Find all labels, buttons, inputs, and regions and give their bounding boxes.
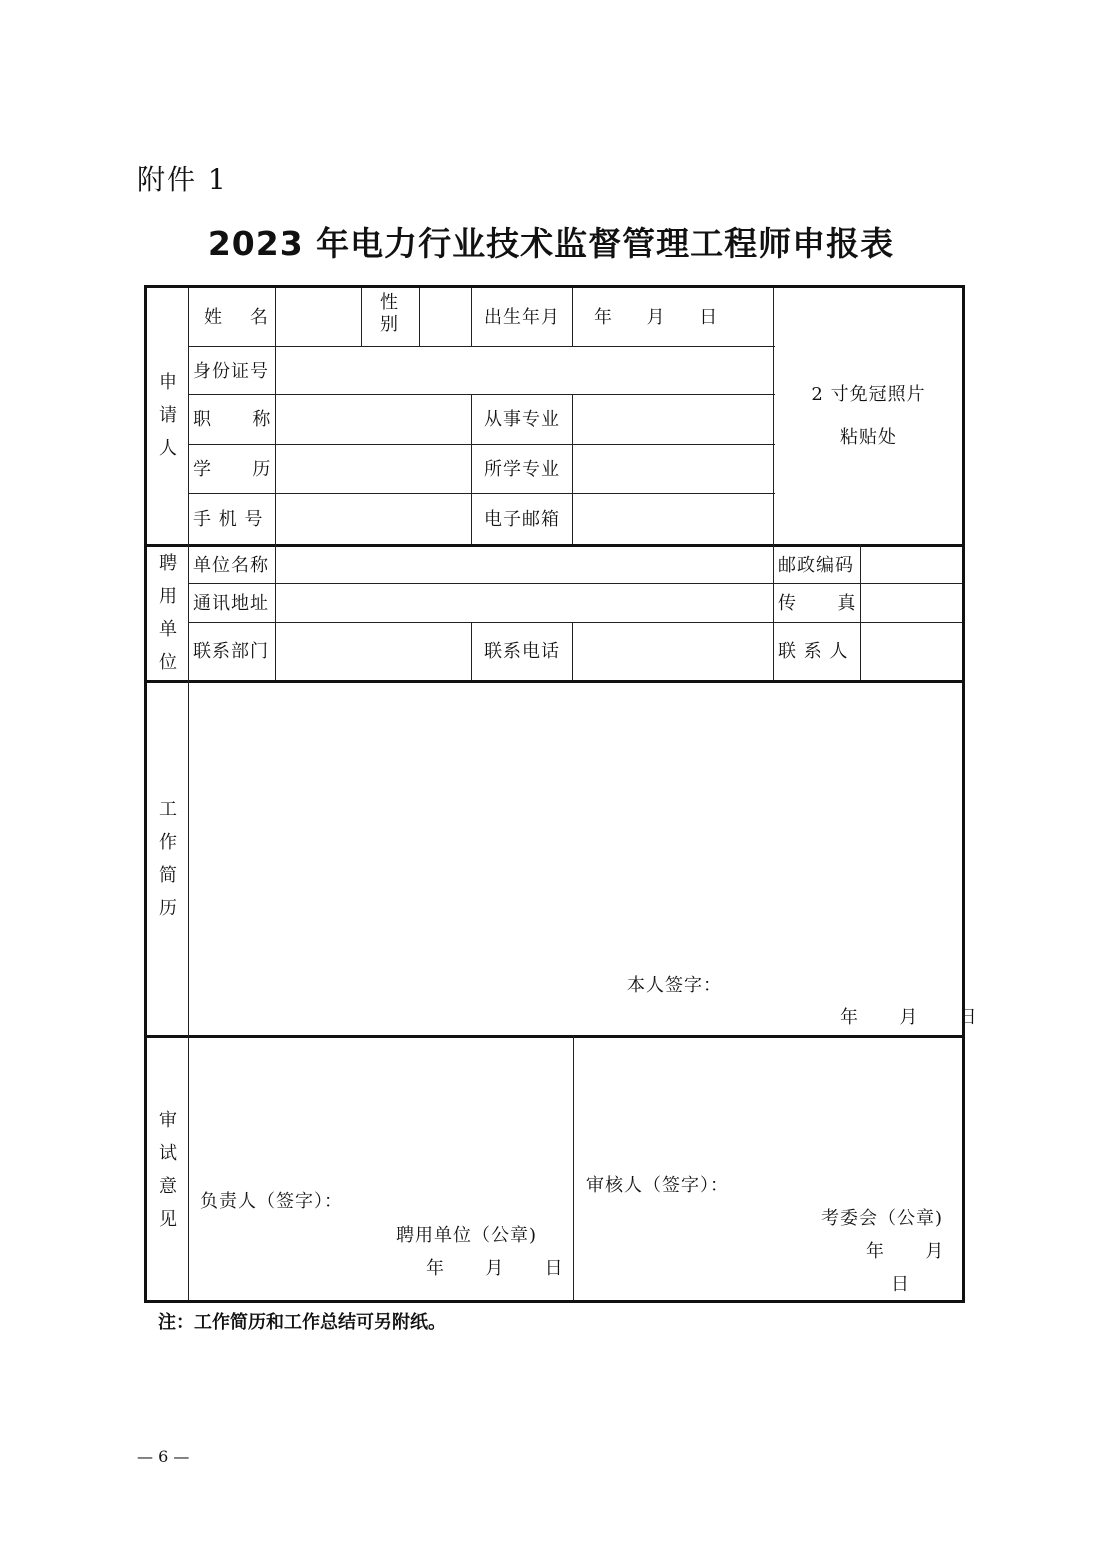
resume-section-label: 工作简历: [159, 799, 177, 919]
email-label: 电子邮箱: [484, 509, 560, 530]
unit-name-label: 单位名称: [193, 555, 269, 576]
education-label: 学 历: [193, 459, 272, 480]
contact-phone-label: 联系电话: [484, 641, 560, 662]
applicant-section-label: 申请人: [159, 372, 177, 459]
address-label: 通讯地址: [193, 593, 269, 614]
resume-date: 年 月 日: [840, 1007, 978, 1028]
department-label: 联系部门: [193, 641, 269, 662]
professional-title-label: 职 称: [193, 409, 272, 430]
phone-label: 手 机 号: [193, 509, 264, 530]
major-label: 所学专业: [484, 459, 560, 480]
specialty-label: 从事专业: [484, 409, 560, 430]
responsible-signature-label: 负责人（签字）：: [200, 1191, 343, 1212]
application-form: [144, 285, 978, 1303]
self-signature-label: 本人签字：: [627, 975, 722, 996]
footnote: 注：工作简历和工作总结可另附纸。: [158, 1312, 446, 1333]
employer-seal-label: 聘用单位（公章): [396, 1225, 538, 1246]
photo-placeholder-line2: 粘贴处: [840, 427, 897, 448]
photo-placeholder-line1: 2 寸免冠照片: [811, 384, 926, 405]
employer-section-label: 聘用单位: [159, 553, 177, 673]
birth-date-placeholder: 年 月 日: [594, 307, 719, 328]
attachment-label: 附件 1: [137, 163, 228, 196]
postcode-label: 邮政编码: [778, 555, 854, 576]
page-number: — 6 —: [137, 1447, 190, 1466]
fax-label: 传 真: [778, 593, 857, 614]
review-section-label: 审试意见: [159, 1110, 177, 1230]
reviewer-signature-label: 审核人（签字）：: [586, 1175, 729, 1196]
gender-label: 性 别: [380, 292, 399, 335]
page-title: 2023 年电力行业技术监督管理工程师申报表: [207, 224, 895, 263]
name-label: 姓 名: [204, 307, 269, 328]
review-left-date: 年 月 日: [426, 1258, 564, 1279]
id-number-label: 身份证号: [193, 361, 269, 382]
review-right-date-ym: 年 月: [866, 1241, 945, 1262]
committee-seal-label: 考委会（公章): [821, 1208, 944, 1229]
contact-person-label: 联 系 人: [778, 641, 849, 662]
birth-label: 出生年月: [484, 307, 560, 328]
review-right-date-d: 日: [891, 1274, 910, 1295]
